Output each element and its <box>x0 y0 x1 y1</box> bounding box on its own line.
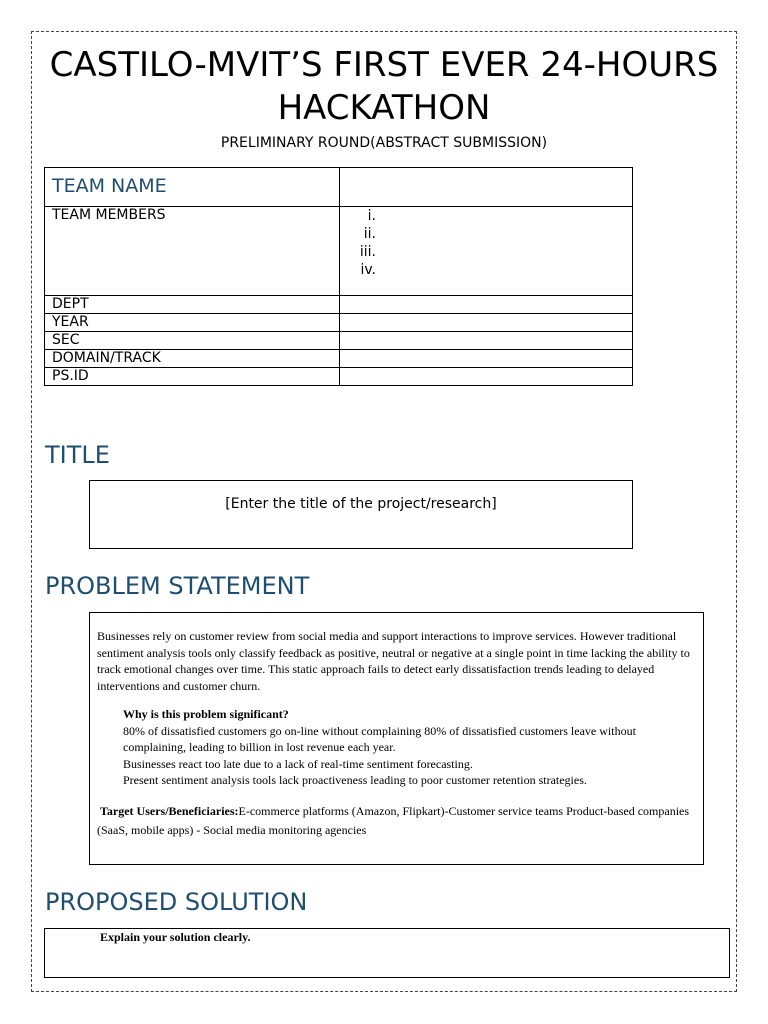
member-number: iv. <box>360 262 376 278</box>
sec-row <box>45 332 633 350</box>
ps-id-field[interactable] <box>340 368 633 386</box>
document-subtitle: PRELIMINARY ROUND(ABSTRACT SUBMISSION) <box>220 135 548 151</box>
domain-track-label: DOMAIN/TRACK <box>45 350 340 368</box>
target-users <box>97 802 696 840</box>
dept-label: DEPT <box>45 296 340 314</box>
member-item[interactable] <box>347 243 625 261</box>
domain-track-field[interactable] <box>340 350 633 368</box>
target-users-label: Target Users/Beneficiaries: <box>100 803 239 818</box>
team-name-row <box>45 168 633 207</box>
sec-field[interactable] <box>340 332 633 350</box>
team-members-row <box>45 207 633 296</box>
target-users-text: E-commerce platforms (Amazon, Flipkart)-Customer service teams Product-based companies (SaaS, mobile apps) - Social media monitoring agencies <box>97 803 690 837</box>
year-label: YEAR <box>45 314 340 332</box>
members-list <box>347 207 625 279</box>
year-row <box>45 314 633 332</box>
document-title: CASTILO-MVIT’S FIRST EVER 24-HOURS HACKATHON <box>49 45 719 128</box>
problem-statement-heading: PROBLEM STATEMENT <box>45 572 310 600</box>
team-name-label-cell <box>45 168 340 207</box>
domain-track-row <box>45 350 633 368</box>
member-item[interactable] <box>347 261 625 279</box>
significance-line: 80% of dissatisfied customers go on-line without complaining 80% of dissatisfied customers leave without complaining, leading to billion in lost revenue each year. <box>123 723 636 754</box>
member-number: iii. <box>359 244 376 260</box>
team-members-field[interactable] <box>340 207 633 296</box>
ps-id-label: PS.ID <box>45 368 340 386</box>
significance-line: Businesses react too late due to a lack of real-time sentiment forecasting. <box>123 756 473 771</box>
team-name-label: TEAM NAME <box>52 174 167 197</box>
problem-paragraph: Businesses rely on customer review from social media and support interactions to improve services. However traditional sentiment analysis tools only classify feedback as positive, neutral or negative at a single point in time lacking the ability to track emotional changes over time. This static approach fails to detect early dissatisfaction trends leading to delayed interventions and customer churn. <box>97 629 690 693</box>
dept-field[interactable] <box>340 296 633 314</box>
title-heading: TITLE <box>45 441 110 469</box>
member-number: ii. <box>363 226 376 242</box>
member-number: i. <box>367 208 376 224</box>
team-members-label: TEAM MEMBERS <box>45 207 340 296</box>
significance-heading: Why is this problem significant? <box>123 707 289 721</box>
year-field[interactable] <box>340 314 633 332</box>
member-item[interactable] <box>347 225 625 243</box>
dept-row <box>45 296 633 314</box>
team-details-table <box>44 167 633 386</box>
team-name-field[interactable] <box>340 168 633 207</box>
problem-statement-box[interactable] <box>89 612 704 865</box>
proposed-solution-heading: PROPOSED SOLUTION <box>45 888 308 916</box>
proposed-solution-box[interactable]: Explain your solution clearly. <box>44 928 730 978</box>
ps-id-row <box>45 368 633 386</box>
significance-line: Present sentiment analysis tools lack proactiveness leading to poor customer retention strategies. <box>123 773 587 787</box>
significance-block <box>97 706 696 789</box>
sec-label: SEC <box>45 332 340 350</box>
member-item[interactable] <box>347 207 625 225</box>
project-title-field[interactable]: [Enter the title of the project/research] <box>89 480 633 549</box>
